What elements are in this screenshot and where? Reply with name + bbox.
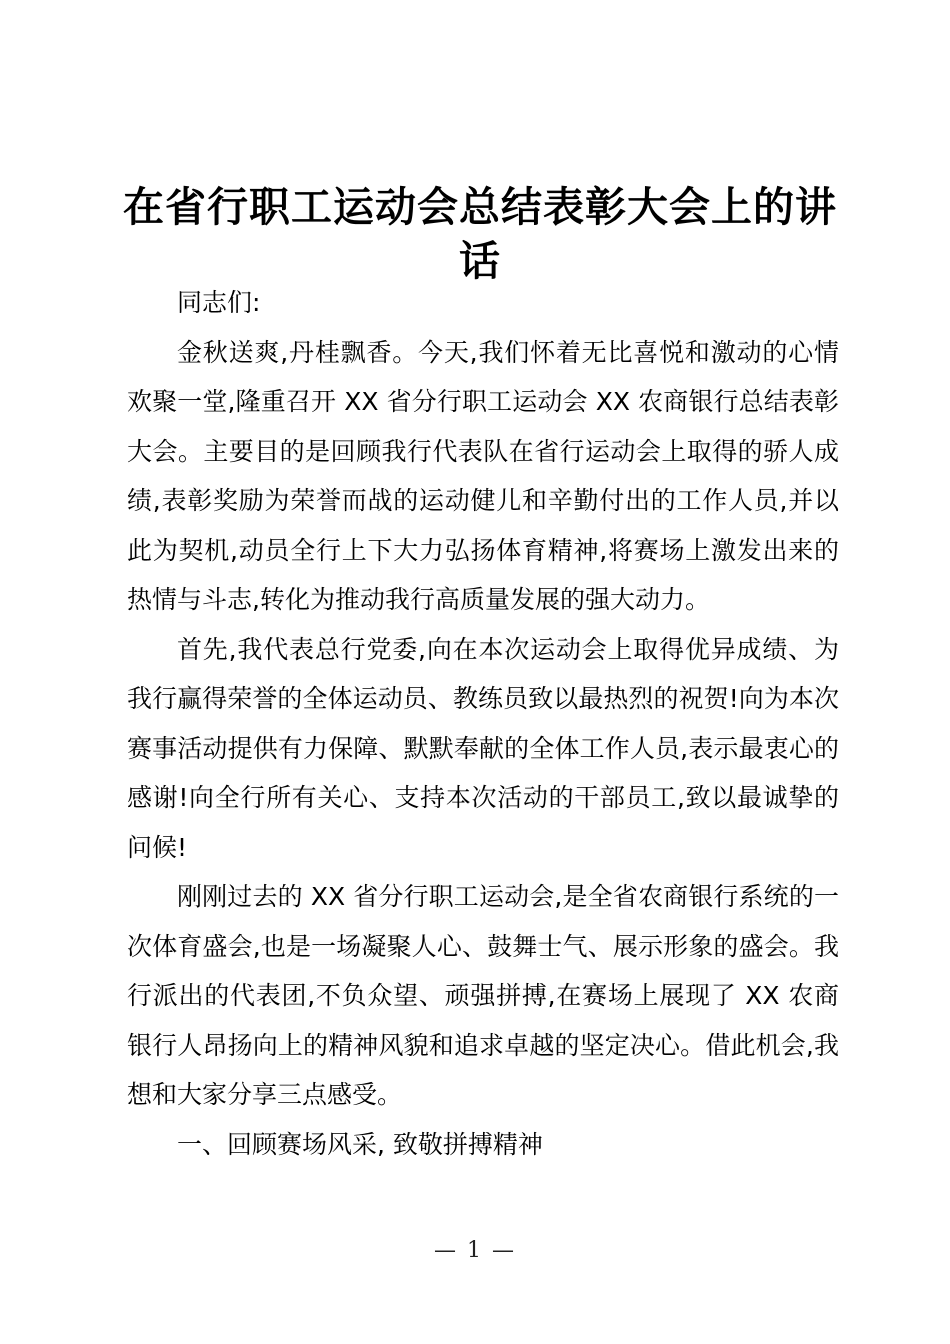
document-title: 在省行职工运动会总结表彰大会上的讲话 <box>123 183 837 285</box>
page-number: — 1 — <box>434 1238 516 1263</box>
paragraph-2: 首先,我代表总行党委,向在本次运动会上取得优异成绩、为我行赢得荣誉的全体运动员、教练员致以最热烈的祝贺!向为本次赛事活动提供有力保障、默默奉献的全体工作人员,表示最衷心的感谢!向全行所有关心、支持本次活动的干部员工,致以最诚挚的问候! <box>127 634 839 862</box>
paragraph-1: 金秋送爽,丹桂飘香。今天,我们怀着无比喜悦和激动的心情欢聚一堂,隆重召开 XX 省分行职工运动会 XX 农商银行总结表彰大会。主要目的是回顾我行代表队在省行运动会上取得的骄人成绩,表彰奖励为荣誉而战的运动健儿和辛勤付出的工作人员,并以此为契机,动员全行上下大力弘扬体育精神,将赛场上激发出来的热情与斗志,转化为推动我行高质量发展的强大动力。 <box>127 337 839 614</box>
greeting: 同志们: <box>177 288 261 317</box>
paragraph-3: 刚刚过去的 XX 省分行职工运动会,是全省农商银行系统的一次体育盛会,也是一场凝聚人心、鼓舞士气、展示形象的盛会。我行派出的代表团,不负众望、顽强拼搏,在赛场上展现了 XX 农商银行人昂扬向上的精神风貌和追求卓越的坚定决心。借此机会,我想和大家分享三点感受。 <box>127 882 839 1109</box>
document-body <box>127 278 839 1169</box>
section-heading: 一、回顾赛场风采, 致敬拼搏精神 <box>177 1129 543 1159</box>
